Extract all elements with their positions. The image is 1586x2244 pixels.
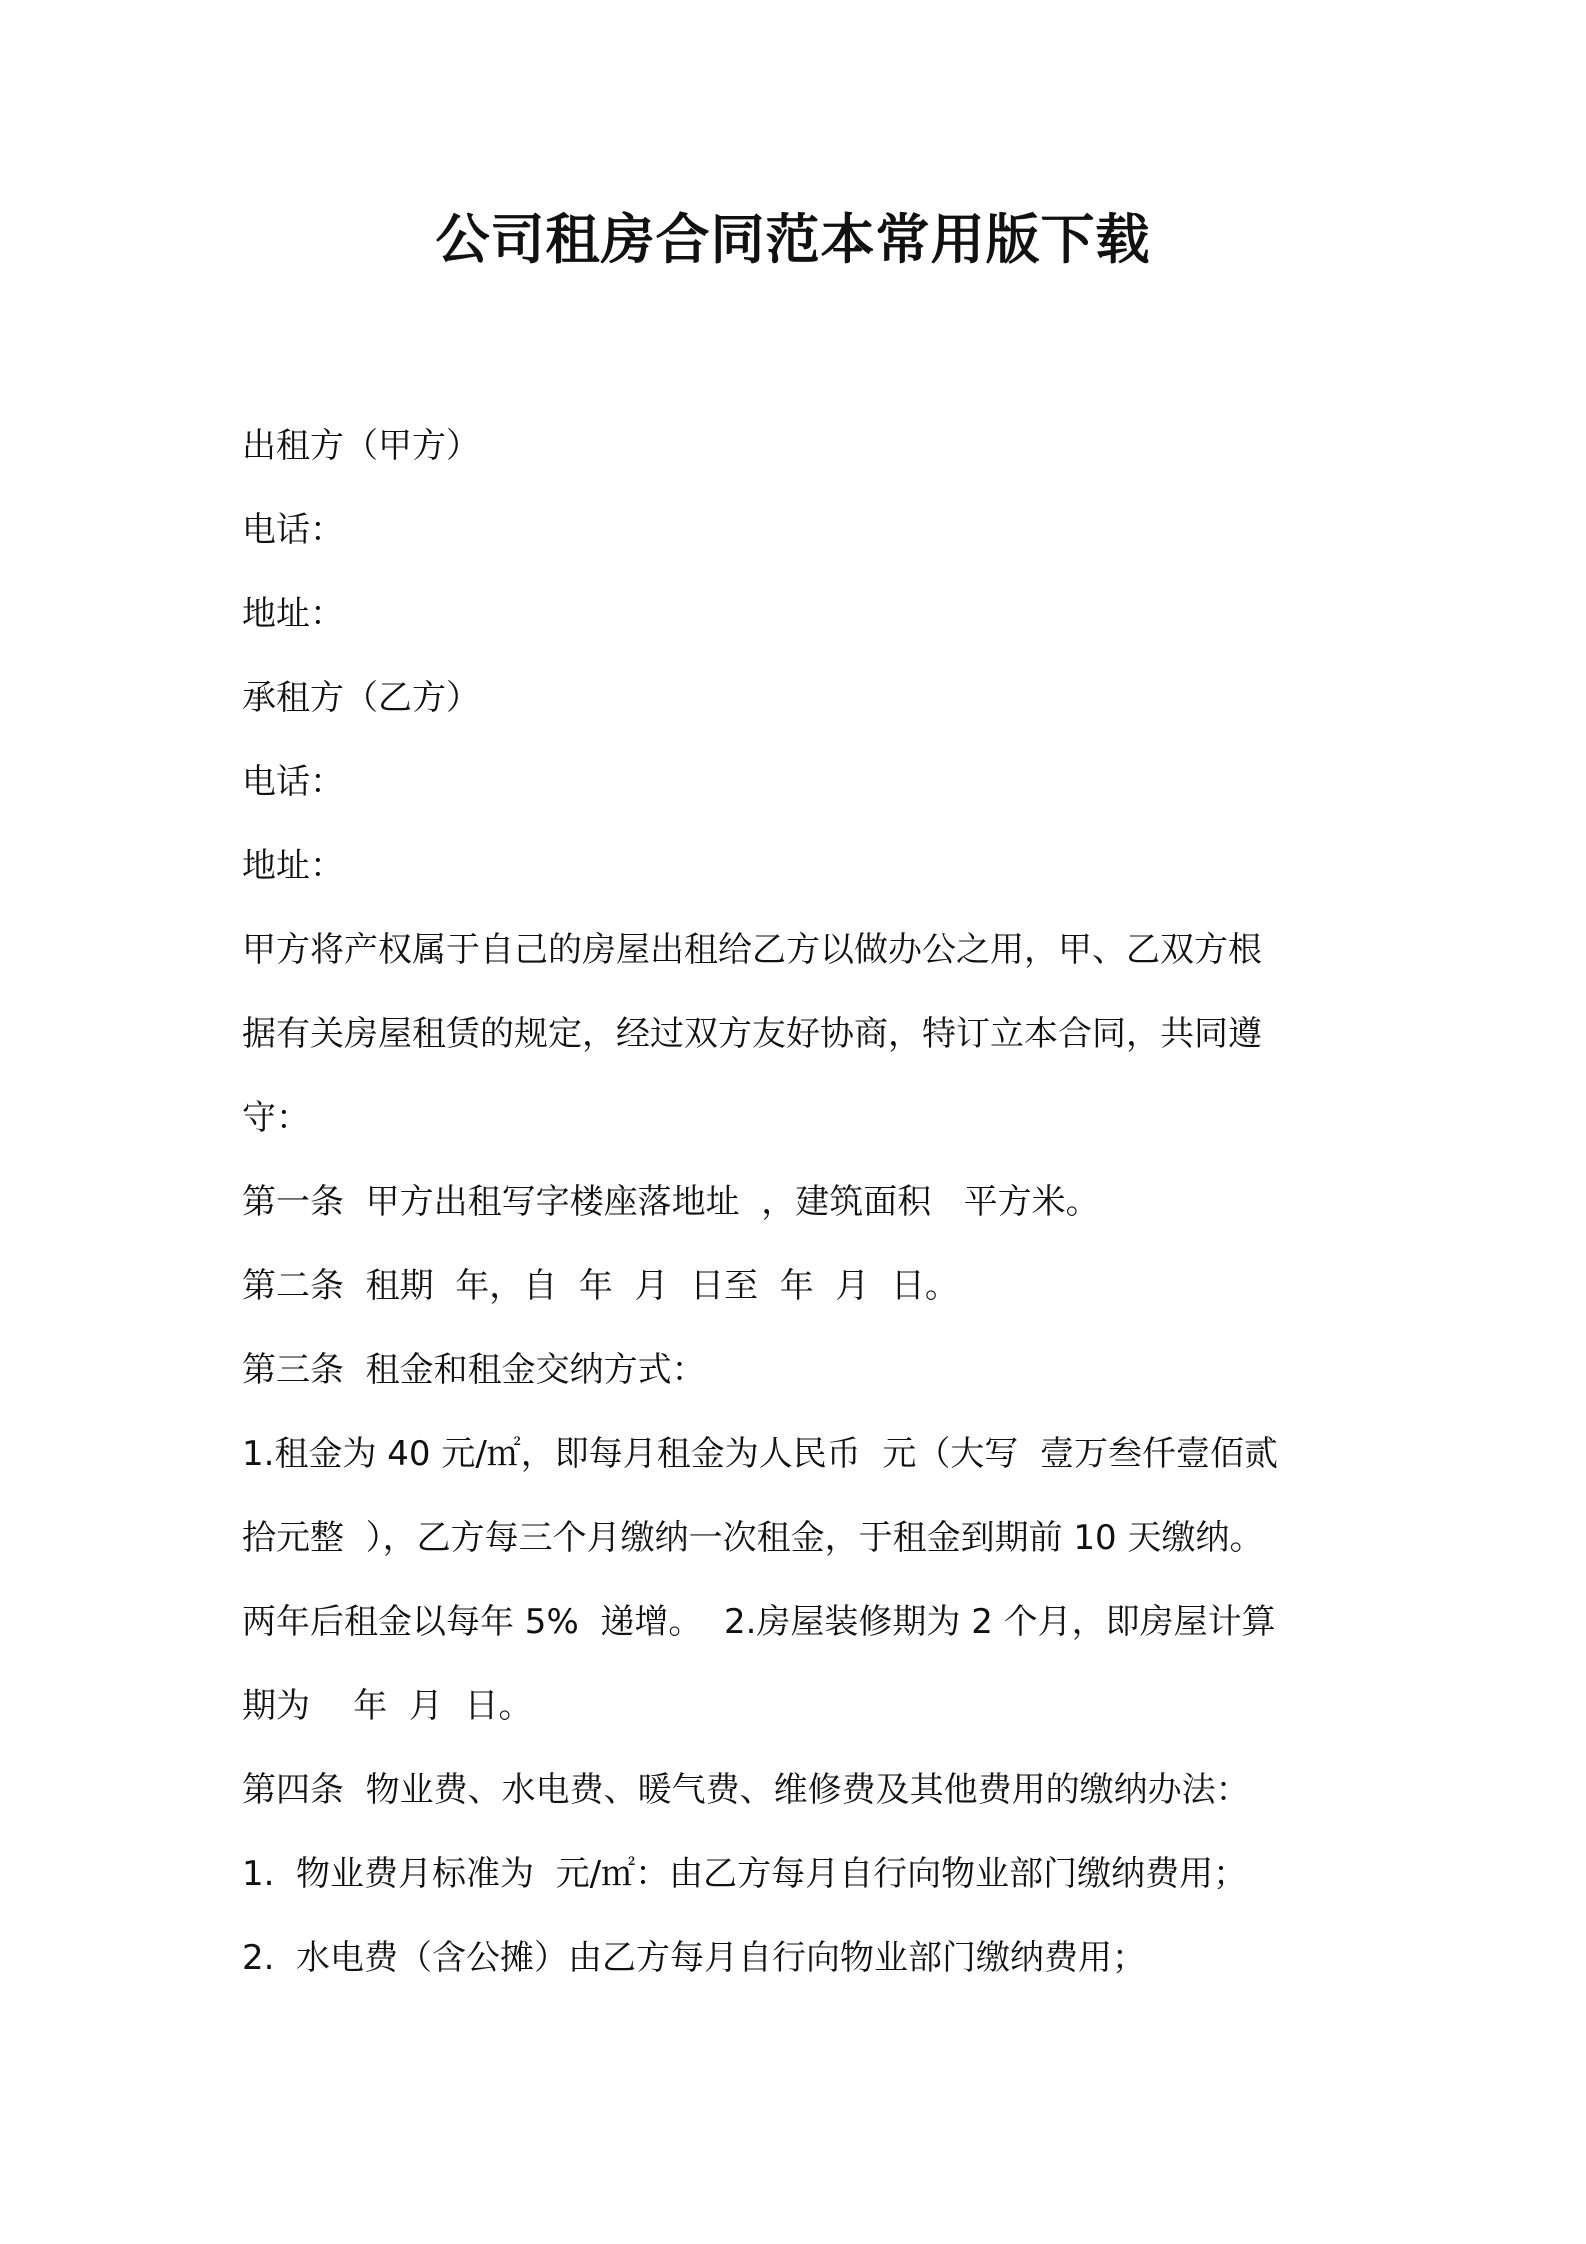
line-article-3: 第三条 租金和租金交纳方式： (242, 1350, 706, 1390)
line-lessor-address: 地址： (242, 594, 344, 634)
line-article-3-rent-1: 1.租金为 40 元/㎡，即每月租金为人民币 元（大写 壹万叁仟壹佰贰 (242, 1434, 1279, 1474)
line-lessee-address: 地址： (242, 846, 344, 886)
line-preamble-2: 据有关房屋租赁的规定，经过双方友好协商，特订立本合同，共同遵 (242, 1014, 1262, 1054)
document-title: 公司租房合同范本常用版下载 (435, 208, 1151, 271)
line-lessee: 承租方（乙方） (242, 678, 480, 718)
line-article-4-item-2: 2. 水电费（含公摊）由乙方每月自行向物业部门缴纳费用； (242, 1938, 1147, 1978)
line-lessee-phone: 电话： (242, 762, 344, 802)
line-article-3-rent-3: 两年后租金以每年 5% 递增。 2.房屋装修期为 2 个月，即房屋计算 (242, 1602, 1276, 1642)
line-preamble-1: 甲方将产权属于自己的房屋出租给乙方以做办公之用，甲、乙双方根 (242, 930, 1262, 970)
line-article-4: 第四条 物业费、水电费、暖气费、维修费及其他费用的缴纳办法： (242, 1770, 1250, 1810)
line-article-3-rent-4: 期为 年 月 日。 (242, 1686, 533, 1726)
line-lessor: 出租方（甲方） (242, 426, 480, 466)
line-article-3-rent-2: 拾元整 ），乙方每三个月缴纳一次租金，于租金到期前 10 天缴纳。 (242, 1518, 1264, 1558)
line-article-1: 第一条 甲方出租写字楼座落地址 ，建筑面积 平方米。 (242, 1182, 1100, 1222)
line-preamble-3: 守： (242, 1098, 310, 1138)
line-article-2: 第二条 租期 年，自 年 月 日至 年 月 日。 (242, 1266, 959, 1306)
line-lessor-phone: 电话： (242, 510, 344, 550)
document-body (242, 404, 1362, 2000)
line-article-4-item-1: 1. 物业费月标准为 元/㎡：由乙方每月自行向物业部门缴纳费用； (242, 1854, 1248, 1894)
